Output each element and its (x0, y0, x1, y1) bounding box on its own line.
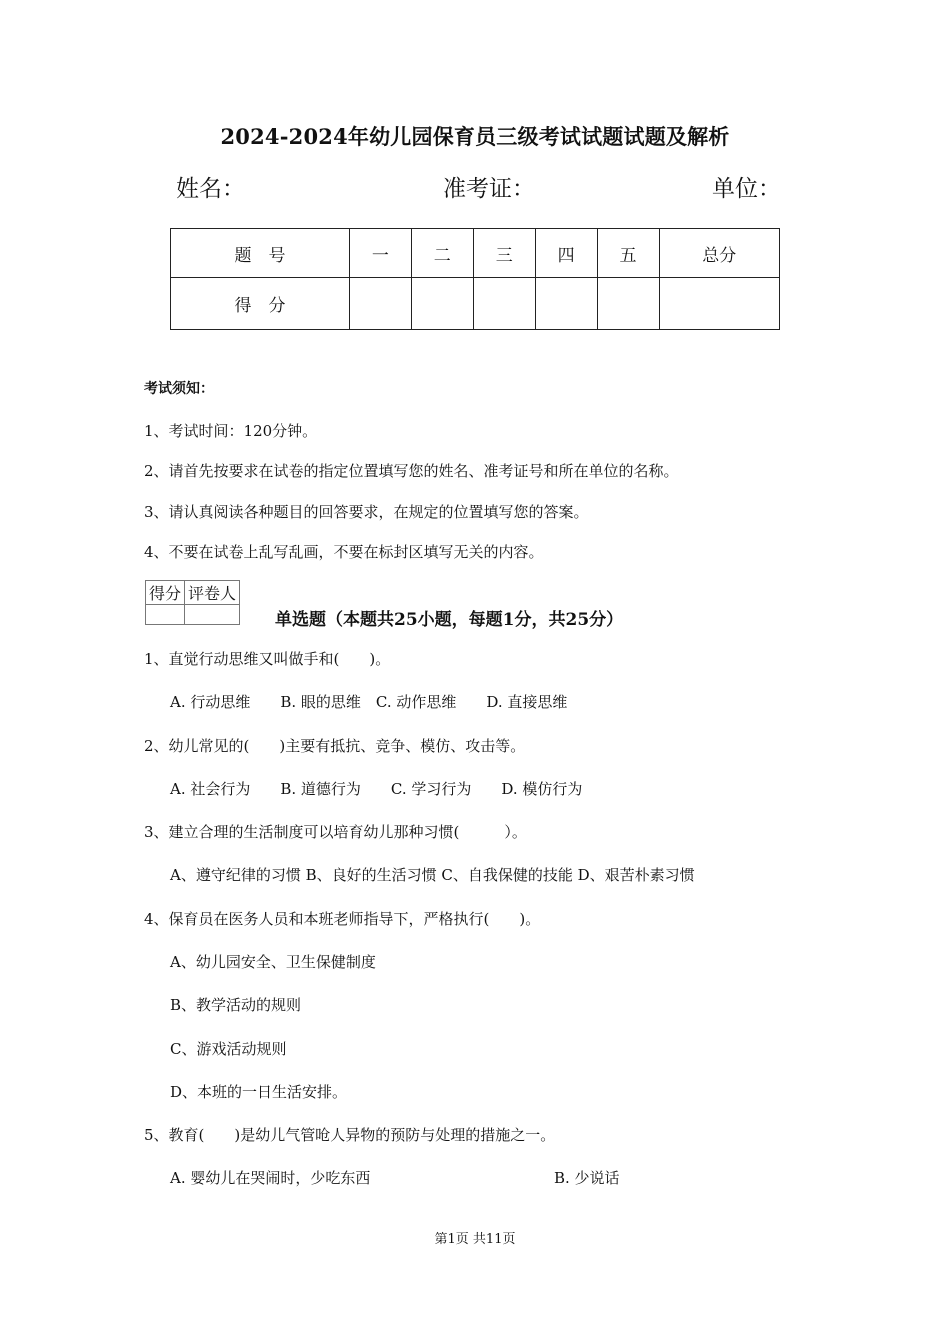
name-field-label: 姓名： (176, 176, 245, 202)
notice-title: 考试须知： (144, 381, 214, 397)
question-2-options: A. 社会行为 B. 道德行为 C. 学习行为 D. 模仿行为 (170, 780, 583, 798)
question-3: 3、建立合理的生活制度可以培育幼儿那种习惯( ）。 (144, 823, 527, 841)
notice-item: 3、请认真阅读各种题目的回答要求，在规定的位置填写您的答案。 (144, 503, 589, 521)
score-table-header-row (171, 229, 780, 278)
question-5: 5、教育( )是幼儿气管呛人异物的预防与处理的措施之一。 (144, 1126, 556, 1144)
score-header-2: 二 (411, 229, 473, 278)
page-footer: 第1页 共11页 (434, 1232, 516, 1247)
question-4-option-c: C、游戏活动规则 (170, 1040, 287, 1058)
question-5-option-a: A. 婴幼儿在哭闹时，少吃东西 (170, 1169, 371, 1187)
score-cell-5[interactable] (597, 278, 659, 330)
score-header-5: 五 (597, 229, 659, 278)
exam-title: 2024-2024年幼儿园保育员三级考试试题试题及解析 (220, 124, 730, 149)
notice-item: 1、考试时间：120分钟。 (144, 422, 318, 440)
question-2: 2、幼儿常见的( )主要有抵抗、竞争、模仿、攻击等。 (144, 737, 526, 755)
question-4-option-d: D、本班的一日生活安排。 (170, 1083, 348, 1101)
grader-reviewer-cell[interactable] (185, 605, 240, 625)
score-cell-2[interactable] (411, 278, 473, 330)
section-title: 单选题（本题共25小题，每题1分，共25分） (275, 610, 624, 630)
grader-box (145, 580, 240, 625)
score-table-score-row (171, 278, 780, 330)
score-header-4: 四 (535, 229, 597, 278)
question-1-options: A. 行动思维 B. 眼的思维 C. 动作思维 D. 直接思维 (170, 693, 568, 711)
grader-score-label: 得分 (146, 581, 185, 605)
unit-field-label: 单位： (712, 176, 781, 202)
score-cell-total[interactable] (659, 278, 779, 330)
question-3-options: A、遵守纪律的习惯 B、良好的生活习惯 C、自我保健的技能 D、艰苦朴素习惯 (170, 866, 695, 884)
score-cell-4[interactable] (535, 278, 597, 330)
score-header-label: 题 号 (171, 229, 350, 278)
exam-id-field-label: 准考证： (443, 176, 535, 202)
grader-reviewer-label: 评卷人 (185, 581, 240, 605)
score-header-total: 总分 (659, 229, 779, 278)
score-row-label: 得 分 (171, 278, 350, 330)
score-header-1: 一 (349, 229, 411, 278)
question-4-option-a: A、幼儿园安全、卫生保健制度 (170, 953, 376, 971)
notice-item: 4、不要在试卷上乱写乱画，不要在标封区填写无关的内容。 (144, 543, 544, 561)
score-header-3: 三 (473, 229, 535, 278)
score-cell-3[interactable] (473, 278, 535, 330)
question-1: 1、直觉行动思维又叫做手和( )。 (144, 650, 391, 668)
question-5-option-b: B. 少说话 (554, 1169, 620, 1187)
score-cell-1[interactable] (349, 278, 411, 330)
question-4-option-b: B、教学活动的规则 (170, 996, 302, 1014)
question-4: 4、保育员在医务人员和本班老师指导下，严格执行( )。 (144, 910, 541, 928)
notice-item: 2、请首先按要求在试卷的指定位置填写您的姓名、准考证号和所在单位的名称。 (144, 462, 679, 480)
grader-score-cell[interactable] (146, 605, 185, 625)
score-table (170, 228, 780, 330)
